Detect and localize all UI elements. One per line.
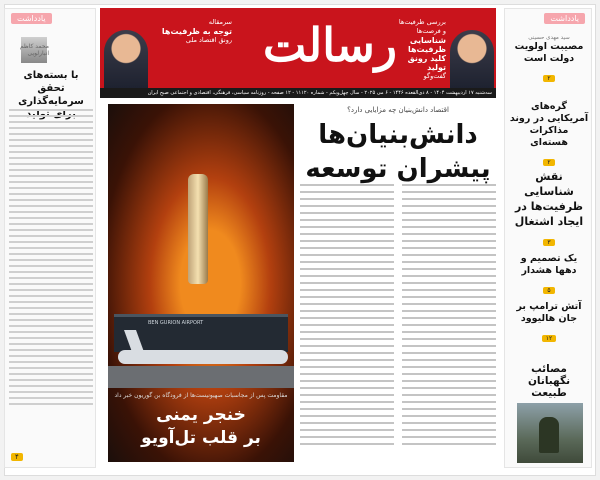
airplane [118,350,288,364]
author-byline: محمد کاظم انبارلویی [19,43,49,57]
photo-headline[interactable]: خنجر یمنی بر قلب تل‌آویو [141,405,261,448]
dagger-illustration [188,174,208,284]
masthead [100,8,496,88]
headline-kicker: اقتصاد دانش‌بنیان چه مزایایی دارد؟ [347,106,449,114]
left-body-text [9,109,93,409]
main-headline[interactable]: دانش‌بنیان‌ها پیشران توسعه [305,120,491,184]
right-item-0[interactable]: سید مهدی حسینی مصیبت اولویت دولت است ۲ [514,35,584,82]
newspaper-logo: رسالت [263,18,397,72]
tarmac [108,366,294,388]
airport-sign: BEN GURION AIRPORT [148,320,204,326]
note-tag-right: یادداشت [544,13,585,24]
columnist-photo [104,30,148,88]
page-number-badge: ۴ [11,453,23,461]
lead-photo[interactable] [108,104,294,462]
left-column [4,8,96,468]
right-item-4[interactable]: آتش ترامپ بر جان هالیوود ۱۲ [516,301,582,342]
photo-caption: مقاومت پس از مجاسبات صهیونیست‌ها از فرودگاه بن گوریون خبر داد [114,392,288,399]
ranger-photo [517,403,583,463]
right-item-3[interactable]: یک تصمیم و دهها هشدار ۵ [520,253,578,294]
right-item-5[interactable]: مصائب نگهبانان طبیعت [527,363,571,399]
note-tag: یادداشت [11,13,52,24]
promo-right[interactable]: بررسی ظرفیت‌ها و فرصت‌ها شناسایی ظرفیت‌ها کلید رونق تولید گفت‌وگو [398,18,446,80]
right-column [504,8,592,468]
interviewee-photo [450,30,494,88]
date-bar: سه‌شنبه ۱۷ اردیبهشت ۱۴۰۴ - ۸ ذی‌القعده ۱۴۴۶ - ۶ می ۲۰۲۵ - سال چهل‌ویکم - شماره ۱۱۱۲۰ - ۱۲ صفحه - روزنامه سیاسی، فرهنگی، اقتصادی و اجتماعی صبح ایران [100,88,496,98]
main-body-text [300,184,496,460]
right-item-2[interactable]: نقش شناسایی ظرفیت‌ها در ایجاد اشتغال ۳ [514,170,584,246]
right-item-1[interactable]: گره‌های آمریکایی در روند مذاکرات هسته‌ای ۲ [509,101,589,166]
left-headline[interactable]: با بسته‌های تحقق سرمایه‌گذاری [18,70,84,107]
promo-left[interactable]: سرمقاله توجه به ظرفیت‌ها رونق اقتصاد ملی [161,18,232,44]
